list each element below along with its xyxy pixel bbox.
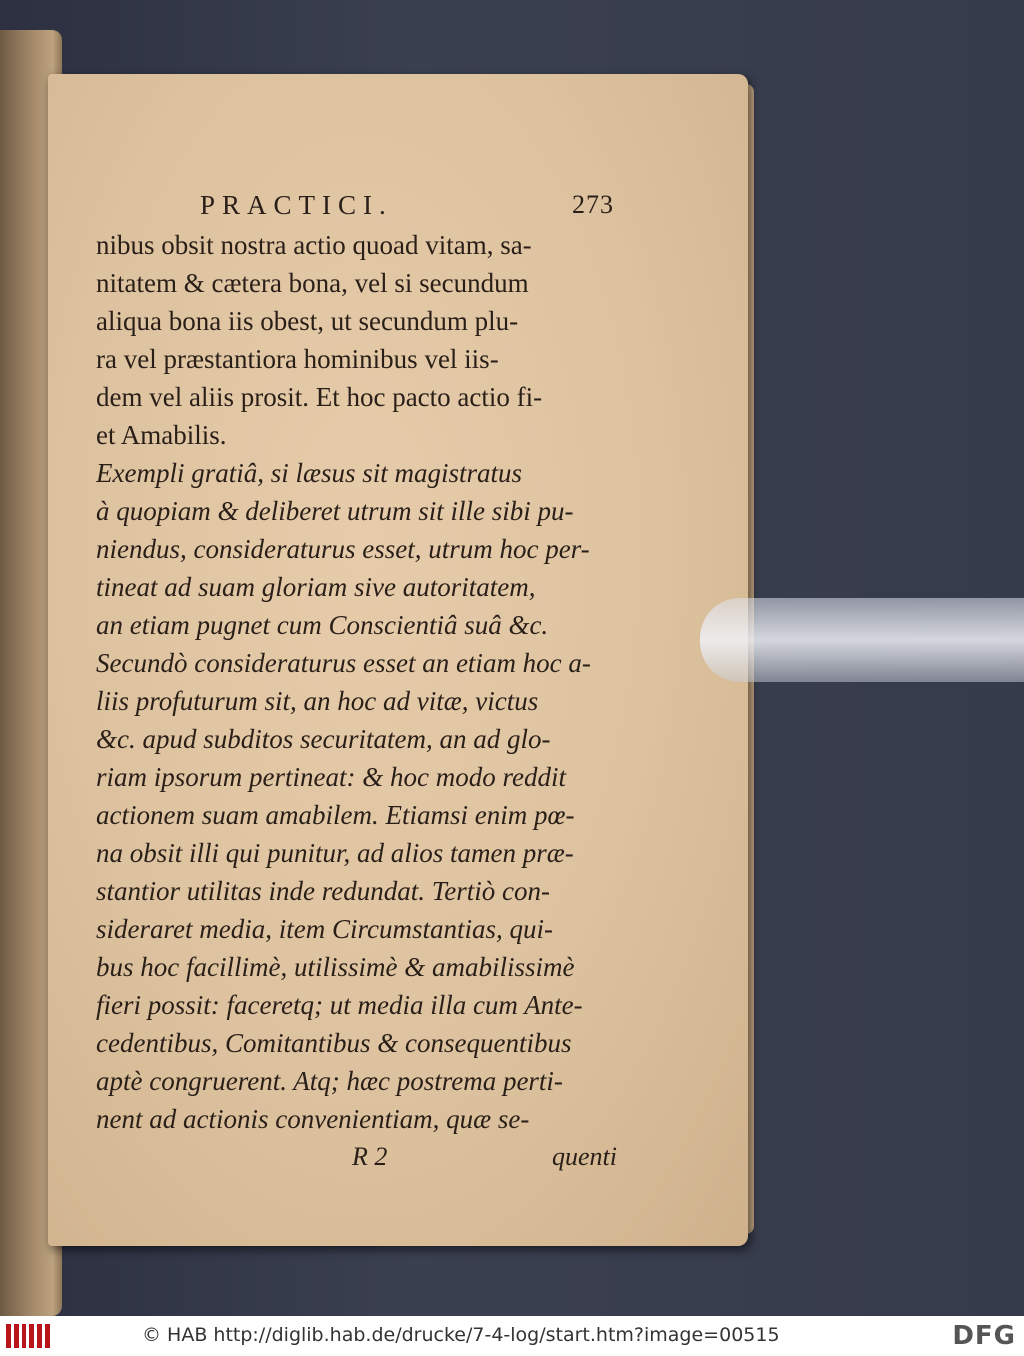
signature-line xyxy=(96,1138,636,1178)
text-lines xyxy=(96,226,636,1138)
running-head xyxy=(96,186,636,226)
text-line: Secundò consideraturus esset an etiam hoc a- xyxy=(96,648,591,678)
text-line: aptè congruerent. Atq; hæc postrema perti- xyxy=(96,1066,563,1096)
page-number: 273 xyxy=(572,190,614,219)
text-line: nent ad actionis convenientiam, quæ se- xyxy=(96,1104,530,1134)
viewer-footer xyxy=(0,1316,1024,1356)
text-line: et Amabilis. xyxy=(96,420,227,450)
glass-clamp xyxy=(700,598,1024,682)
page-text xyxy=(96,186,636,1178)
dfg-logo: DFG xyxy=(952,1321,1016,1351)
text-line: fieri possit: faceretq; ut media illa cum Ante- xyxy=(96,990,583,1020)
text-line: Exempli gratiâ, si læsus sit magistratus xyxy=(96,458,523,488)
text-line: à quopiam & deliberet utrum sit ille sibi pu- xyxy=(96,496,574,526)
signature-mark: R 2 xyxy=(352,1142,388,1171)
text-line: nibus obsit nostra actio quoad vitam, sa- xyxy=(96,230,532,260)
text-line: cedentibus, Comitantibus & consequentibus xyxy=(96,1028,572,1058)
text-line: na obsit illi qui punitur, ad alios tamen præ- xyxy=(96,838,574,868)
text-line: an etiam pugnet cum Conscientiâ suâ &c. xyxy=(96,610,549,640)
running-title: PRACTICI. xyxy=(200,190,393,220)
text-line: stantior utilitas inde redundat. Tertiò con- xyxy=(96,876,551,906)
text-line: riam ipsorum pertineat: & hoc modo reddit xyxy=(96,762,566,792)
hab-logo-icon xyxy=(6,1324,50,1348)
text-line: liis profuturum sit, an hoc ad vitæ, victus xyxy=(96,686,539,716)
text-line: bus hoc facillimè, utilissimè & amabilissimè xyxy=(96,952,575,982)
text-line: dem vel aliis prosit. Et hoc pacto actio fi- xyxy=(96,382,543,412)
text-line: &c. apud subditos securitatem, an ad glo- xyxy=(96,724,551,754)
text-line: ra vel præstantiora hominibus vel iis- xyxy=(96,344,499,374)
text-line: actionem suam amabilem. Etiamsi enim pœ- xyxy=(96,800,575,830)
text-line: niendus, consideraturus esset, utrum hoc per- xyxy=(96,534,590,564)
catchword: quenti xyxy=(552,1142,617,1171)
text-line: sideraret media, item Circumstantias, qui- xyxy=(96,914,553,944)
text-line: aliqua bona iis obest, ut secundum plu- xyxy=(96,306,519,336)
text-line: nitatem & cætera bona, vel si secundum xyxy=(96,268,529,298)
text-line: tineat ad suam gloriam sive autoritatem, xyxy=(96,572,536,602)
copyright-link[interactable]: © HAB http://diglib.hab.de/drucke/7-4-log/start.htm?image=00515 xyxy=(142,1324,780,1346)
